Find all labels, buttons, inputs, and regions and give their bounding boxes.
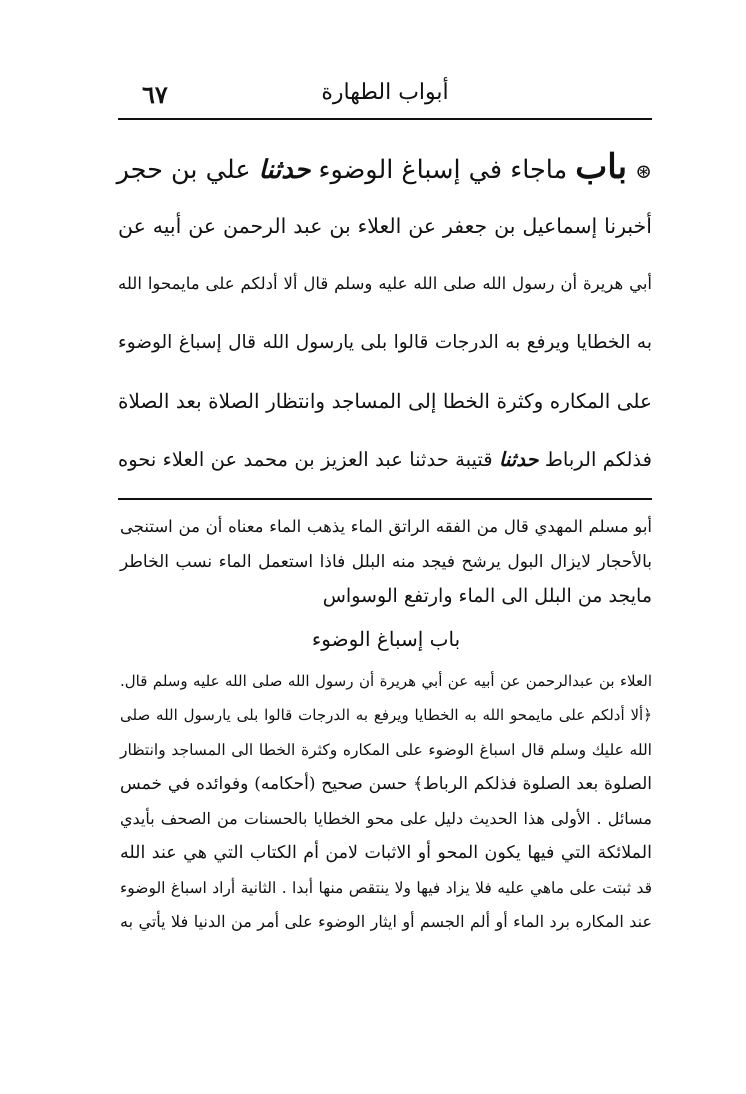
commentary-line: مايجد من البلل الى الماء وارتفع الوسواس xyxy=(322,585,652,607)
running-title: أبواب الطهارة xyxy=(321,80,449,105)
page-number: ٦٧ xyxy=(142,80,168,109)
chapter-bullet-icon: ⊛ xyxy=(635,159,652,183)
commentary-line: عند المكاره برد الماء أو ألم الجسم أو ايثار الوضوء على أمر من الدنيا فلا يأتي به xyxy=(120,912,652,931)
page-header xyxy=(118,80,652,116)
hadith-text: قتيبة حدثنا عبد العزيز بن محمد عن العلاء نحوه xyxy=(118,447,493,471)
haddathana-mark: حدثنا xyxy=(498,447,539,471)
commentary-line: قد ثبتت على ماهي عليه فلا يزاد فيها ولا ينتقص منها أبدا . الثانية أراد اسباغ الوضوء xyxy=(120,878,652,897)
commentary-line: الله عليك وسلم قال اسباغ الوضوء على المكاره وكثرة الخطا الى المساجد وانتظار xyxy=(120,740,652,759)
hadith-line xyxy=(118,138,652,197)
hadith-text: فذلكم الرباط xyxy=(544,447,652,471)
chapter-title: ماجاء في إسباغ الوضوء xyxy=(318,155,568,185)
commentary-line: أبو مسلم المهدي قال من الفقه الراتق الماء يذهب الماء معناه أن من استنجى xyxy=(120,517,652,536)
commentary-block xyxy=(120,510,652,940)
commentary-line: العلاء بن عبدالرحمن عن أبيه عن أبي هريرة أن رسول الله صلى الله عليه وسلم قال. xyxy=(120,671,652,690)
hadith-line xyxy=(118,431,652,490)
hadith-line: أخبرنا إسماعيل بن جعفر عن العلاء بن عبد الرحمن عن أبيه عن xyxy=(118,213,652,238)
hadith-line: به الخطايا ويرفع به الدرجات قالوا بلى يارسول الله قال إسباغ الوضوء xyxy=(118,331,652,353)
commentary-line: بالأحجار لايزال البول يرشح فيجد منه البلل فاذا استعمل الماء نسب الخاطر xyxy=(120,551,652,572)
chapter-bab-heading: باب xyxy=(575,147,628,187)
commentary-line: الملائكة التي فيها يكون المحو أو الاثبات لامن أم الكتاب التي هي عند الله xyxy=(120,843,652,863)
hadith-line: على المكاره وكثرة الخطا إلى المساجد وانتظار الصلاة بعد الصلاة xyxy=(118,389,652,413)
haddathana-mark: حدثنا xyxy=(258,155,311,185)
commentary-line: مسائل . الأولى هذا الحديث دليل على محو الخطايا بالحسنات من الصحف بأيدي xyxy=(120,808,652,828)
commentary-divider-rule xyxy=(118,498,652,500)
hadith-line: أبي هريرة أن رسول الله صلى الله عليه وسلم قال ألا أدلكم على مايمحوا الله xyxy=(118,274,652,293)
commentary-line: الصلوة بعد الصلوة فذلكم الرباط﴾ حسن صحيح (أحكامه) وفوائده في خمس xyxy=(120,774,652,794)
commentary-line: ﴿ألا أدلكم على مايمحو الله به الخطايا ويرفع به الدرجات قالوا بلى يارسول الله صلى xyxy=(120,706,652,724)
header-rule xyxy=(118,118,652,120)
hadith-text-block xyxy=(118,138,652,489)
narrator-text: علي بن حجر xyxy=(116,155,251,185)
commentary-section-title: باب إسباغ الوضوء xyxy=(311,626,461,651)
